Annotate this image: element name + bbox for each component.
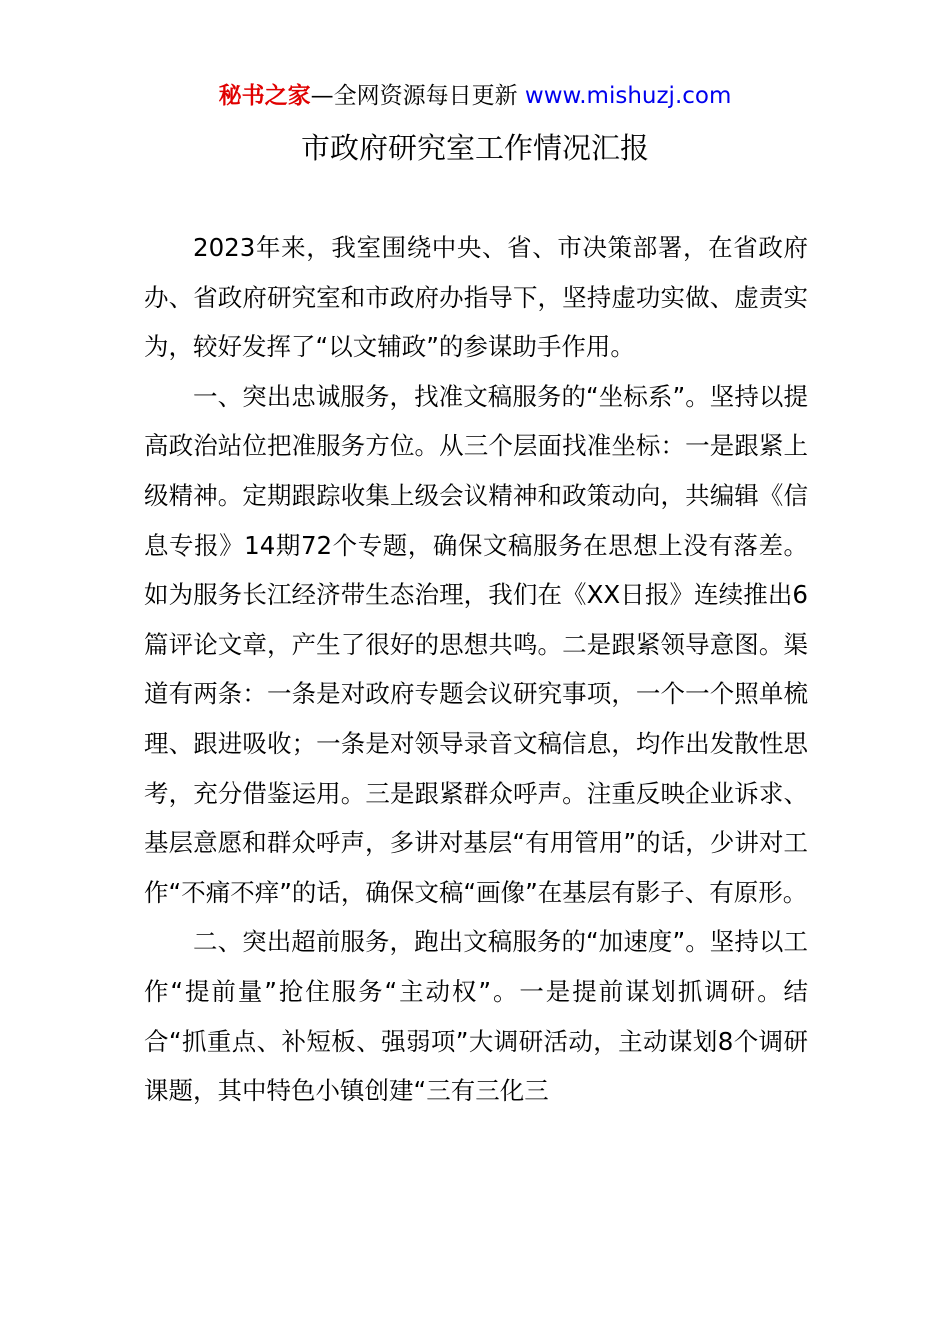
document-title: 市政府研究室工作情况汇报 [300, 131, 649, 165]
site-brand: 秘书之家 [218, 83, 311, 109]
site-tagline: —全网资源每日更新 [310, 83, 518, 109]
site-url-link[interactable]: www.mishuzj.com [524, 83, 732, 109]
site-header [0, 80, 950, 112]
paragraph-section-1: 一、突出忠诚服务，找准文稿服务的“坐标系”。坚持以提高政治站位把准服务方位。从三个层面找准坐标：一是跟紧上级精神。定期跟踪收集上级会议精神和政策动向，共编辑《信息专报》14期72个专题，确保文稿服务在思想上没有落差。如为服务长江经济带生态治理，我们在《XX日报》连续推出6篇评论文章，产生了很好的思想共鸣。二是跟紧领导意图。渠道有两条：一条是对政府专题会议研究事项，一个一个照单梳理、跟进吸收；一条是对领导录音文稿信息，均作出发散性思考，充分借鉴运用。三是跟紧群众呼声。注重反映企业诉求、基层意愿和群众呼声，多讲对基层“有用管用”的话，少讲对工作“不痛不痒”的话，确保文稿“画像”在基层有影子、有原形。 [144, 381, 808, 907]
paragraph-section-2: 二、突出超前服务，跑出文稿服务的“加速度”。坚持以工作“提前量”抢住服务“主动权”。一是提前谋划抓调研。结合“抓重点、补短板、强弱项”大调研活动，主动谋划8个调研课题，其中特色小镇创建“三有三化三 [144, 927, 808, 1106]
document-body [144, 223, 808, 1116]
paragraph-intro: 2023年来，我室围绕中央、省、市决策部署，在省政府办、省政府研究室和市政府办指导下，坚持虚功实做、虚责实为，较好发挥了“以文辅政”的参谋助手作用。 [144, 233, 808, 362]
